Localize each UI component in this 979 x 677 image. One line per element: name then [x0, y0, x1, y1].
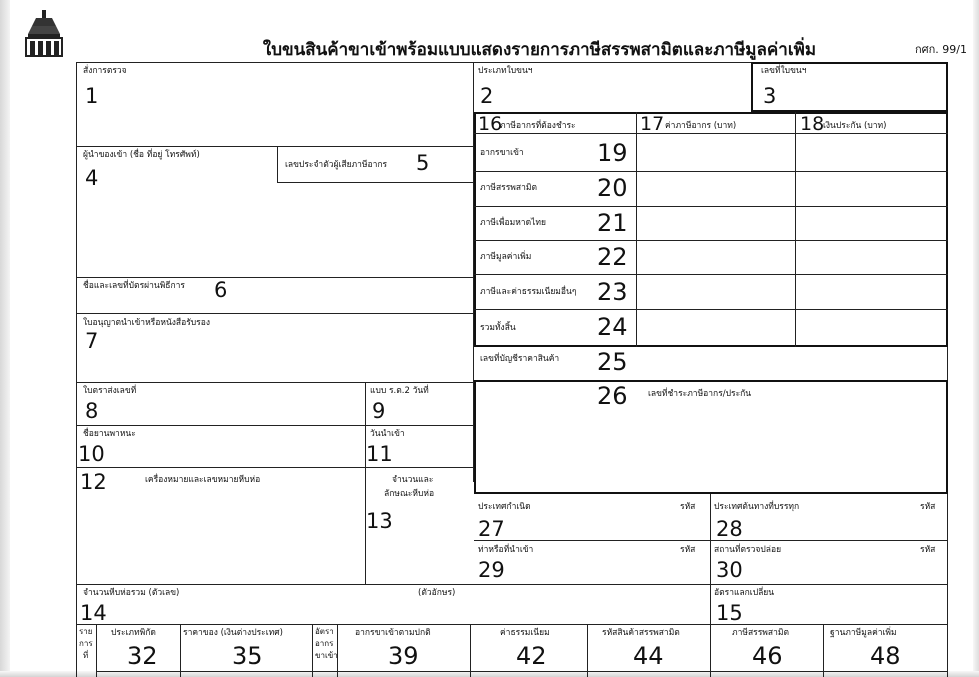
field-27[interactable]: 27 [478, 517, 505, 541]
rate-label-3: ขาเข้า [315, 651, 338, 660]
field-28-label: ประเทศต้นทางที่บรรทุก [714, 502, 800, 512]
field-44-label: รหัสสินค้าสรรพสามิต [602, 628, 680, 638]
field-5[interactable]: 5 [416, 151, 430, 175]
rate-label-2: อากร [315, 639, 334, 648]
field-29-label: ท่าหรือที่นำเข้า [478, 545, 534, 555]
field-15[interactable]: 15 [716, 601, 743, 625]
field-46-label: ภาษีสรรพสามิต [732, 628, 789, 638]
rate-label-1: อัตรา [315, 627, 334, 636]
field-24[interactable]: 24 [597, 313, 628, 341]
field-46[interactable]: 46 [752, 642, 783, 670]
field-13-label-1: จำนวนและ [392, 475, 434, 485]
field-26-label: เลขที่ชำระภาษีอากร/ประกัน [648, 389, 752, 399]
field-6-label: ชื่อและเลขที่บัตรผ่านพิธีการ [83, 281, 185, 291]
item-no-label-1: ราย [79, 627, 93, 636]
field-29[interactable]: 29 [478, 558, 505, 582]
field-9[interactable]: 9 [372, 399, 386, 423]
field-11[interactable]: 11 [366, 442, 393, 466]
field-15-label: อัตราแลกเปลี่ยน [714, 588, 775, 598]
page-shadow-left [0, 0, 10, 677]
field-4[interactable]: 4 [85, 166, 99, 190]
field-19[interactable]: 19 [597, 139, 628, 167]
field-10[interactable]: 10 [78, 442, 105, 466]
field-39[interactable]: 39 [388, 642, 419, 670]
field-27-label: ประเทศกำเนิด [478, 502, 531, 512]
field-21[interactable]: 21 [597, 209, 628, 237]
field-16: 16 [478, 113, 503, 135]
field-1-label: สั่งการตรวจ [83, 66, 127, 76]
field-25[interactable]: 25 [597, 348, 628, 376]
field-30-label: สถานที่ตรวจปล่อย [714, 545, 782, 555]
field-5-label: เลขประจำตัวผู้เสียภาษีอากร [285, 160, 388, 170]
field-25-label: เลขที่บัญชีราคาสินค้า [480, 354, 560, 364]
field-29-code-label: รหัส [680, 545, 696, 555]
field-13[interactable]: 13 [366, 509, 393, 533]
field-30-code-label: รหัส [920, 545, 936, 555]
field-20[interactable]: 20 [597, 174, 628, 202]
field-3[interactable]: 3 [763, 84, 777, 108]
field-27-code-label: รหัส [680, 502, 696, 512]
field-23-label: ภาษีและค่าธรรมเนียมอื่นๆ [480, 287, 577, 297]
field-30[interactable]: 30 [716, 558, 743, 582]
field-48-label: ฐานภาษีมูลค่าเพิ่ม [830, 628, 897, 638]
item-no-label-2: การ [79, 639, 93, 648]
field-18: 18 [800, 113, 825, 135]
field-35-label: ราคาของ (เงินต่างประเทศ) [183, 628, 283, 638]
field-11-label: วันนำเข้า [370, 429, 405, 439]
field-42-label: ค่าธรรมเนียม [500, 628, 550, 638]
field-32[interactable]: 32 [127, 642, 158, 670]
field-17: 17 [640, 113, 665, 135]
field-9-label: แบบ ร.ต.2 วันที่ [370, 386, 429, 396]
form-title: ใบขนสินค้าขาเข้าพร้อมแบบแสดงรายการภาษีสรรพสามิตและภาษีมูลค่าเพิ่ม [262, 40, 817, 60]
field-16-label: ภาษีอากรที่ต้องชำระ [500, 121, 576, 131]
field-7-label: ใบอนุญาตนำเข้าหรือหนังสือรับรอง [83, 318, 210, 328]
field-32-label: ประเภทพิกัด [111, 628, 156, 638]
field-14[interactable]: 14 [80, 601, 107, 625]
field-20-label: ภาษีสรรพสามิต [480, 183, 537, 193]
field-35[interactable]: 35 [232, 642, 263, 670]
field-21-label: ภาษีเพื่อมหาดไทย [480, 218, 546, 228]
form-code: กศก. 99/1 [915, 43, 967, 56]
field-14-label-words: (ตัวอักษร) [418, 588, 456, 598]
field-3-label: เลขที่ใบขนฯ [761, 66, 807, 76]
field-42[interactable]: 42 [516, 642, 547, 670]
field-22-label: ภาษีมูลค่าเพิ่ม [480, 252, 532, 262]
field-26[interactable]: 26 [597, 382, 628, 410]
field-12-label: เครื่องหมายและเลขหมายหีบห่อ [145, 475, 261, 485]
field-10-label: ชื่อยานพาหนะ [83, 429, 136, 439]
field-8[interactable]: 8 [85, 399, 99, 423]
field-17-label: ค่าภาษีอากร (บาท) [665, 121, 737, 131]
field-13-label-2: ลักษณะหีบห่อ [384, 489, 435, 499]
field-23[interactable]: 23 [597, 278, 628, 306]
field-22[interactable]: 22 [597, 243, 628, 271]
field-1[interactable]: 1 [85, 84, 99, 108]
field-19-label: อากรขาเข้า [480, 148, 524, 158]
field-2[interactable]: 2 [480, 84, 494, 108]
field-8-label: ใบตราส่งเลขที่ [83, 386, 137, 396]
field-7[interactable]: 7 [85, 329, 99, 353]
field-4-label: ผู้นำของเข้า (ชื่อ ที่อยู่ โทรศัพท์) [83, 150, 200, 160]
field-6[interactable]: 6 [214, 278, 228, 302]
field-28[interactable]: 28 [716, 517, 743, 541]
page-shadow-right [973, 0, 979, 677]
item-no-label-3: ที่ [83, 651, 89, 660]
tax-table [474, 112, 948, 347]
field-48[interactable]: 48 [870, 642, 901, 670]
field-2-label: ประเภทใบขนฯ [478, 66, 533, 76]
field-39-label: อากรขาเข้าตามปกติ [355, 628, 431, 638]
field-44[interactable]: 44 [633, 642, 664, 670]
field-12[interactable]: 12 [80, 470, 107, 494]
field-14-label: จำนวนหีบห่อรวม (ตัวเลข) [83, 588, 180, 598]
field-24-label: รวมทั้งสิ้น [480, 323, 516, 333]
field-18-label: เงินประกัน (บาท) [823, 121, 887, 131]
field-28-code-label: รหัส [920, 502, 936, 512]
